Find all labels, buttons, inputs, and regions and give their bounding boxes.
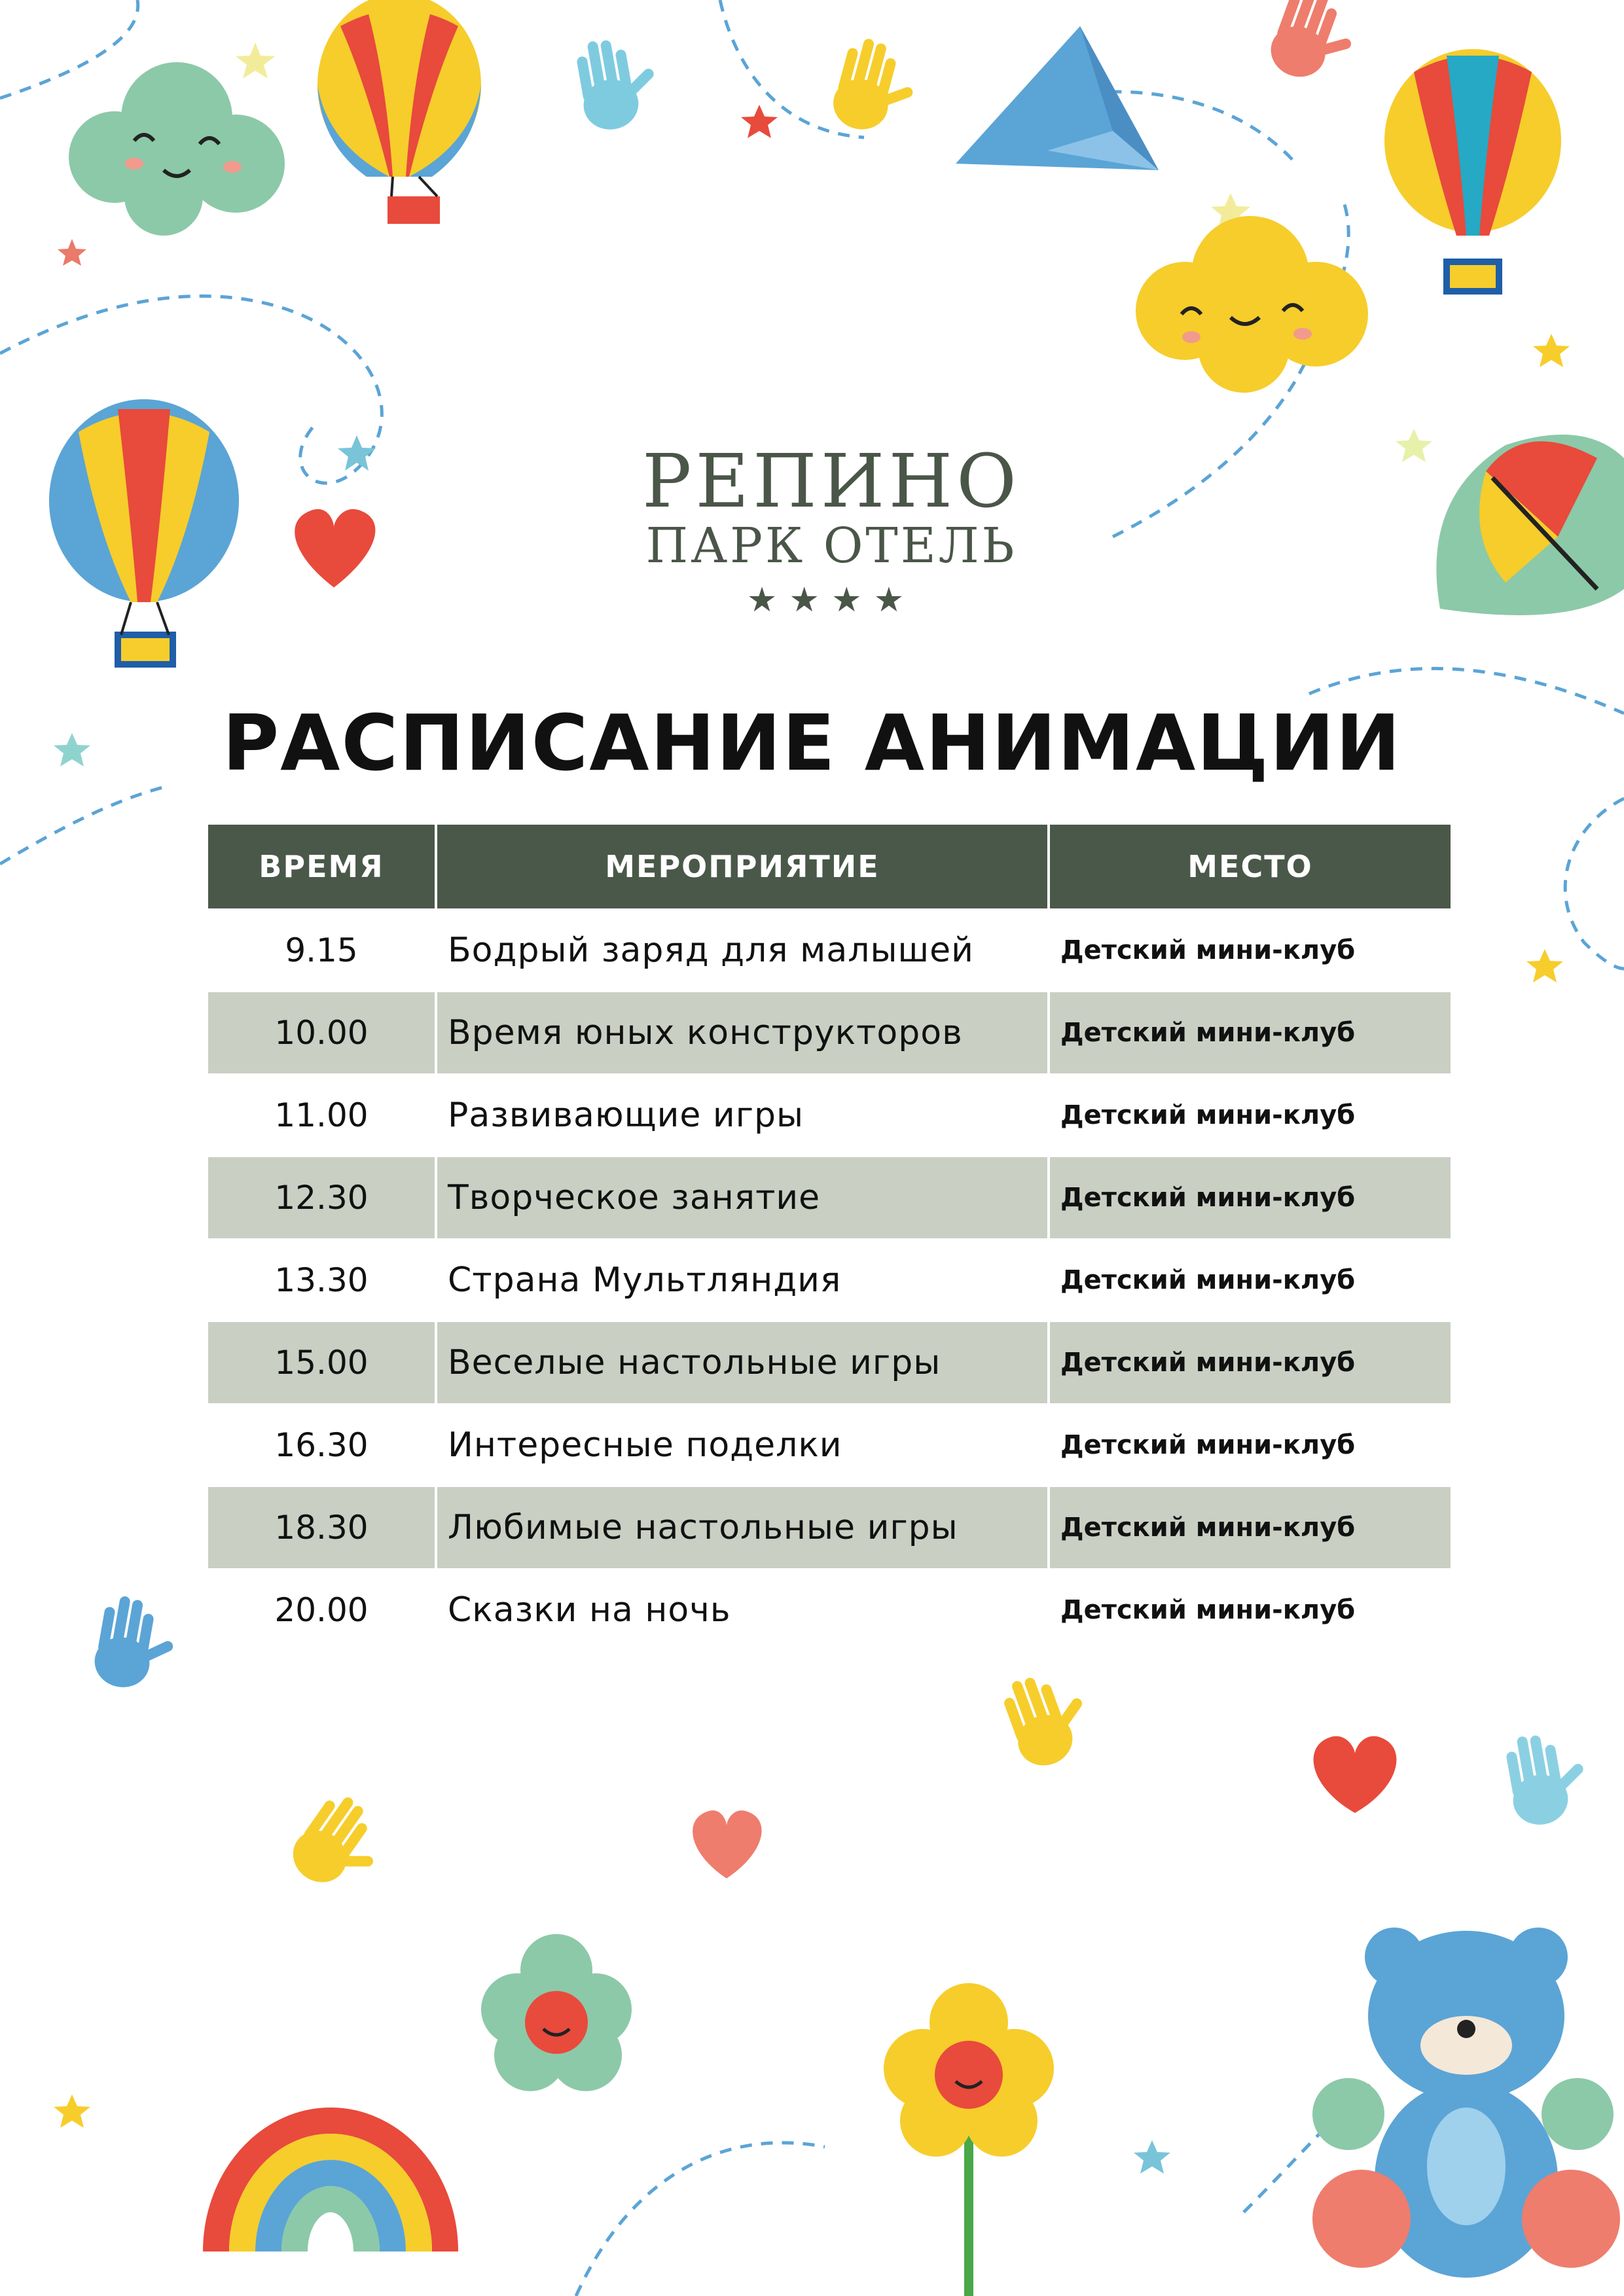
table-row bbox=[208, 910, 1451, 991]
row-place: Детский мини-клуб bbox=[1060, 1265, 1356, 1295]
page-title: РАСПИСАНИЕ АНИМАЦИИ bbox=[222, 698, 1402, 788]
table-row bbox=[208, 1487, 1451, 1568]
row-event: Страна Мультляндия bbox=[448, 1261, 842, 1300]
row-time: 9.15 bbox=[285, 931, 358, 969]
logo-stars: ★★★★ bbox=[746, 581, 916, 620]
table-row bbox=[208, 1075, 1451, 1156]
row-event: Творческое занятие bbox=[437, 1157, 1047, 1238]
row-time: 10.00 bbox=[208, 992, 435, 1073]
row-place: Детский мини-клуб bbox=[1050, 1157, 1451, 1238]
row-place: Детский мини-клуб bbox=[1060, 935, 1356, 965]
row-time: 13.30 bbox=[274, 1261, 369, 1299]
schedule-table bbox=[208, 825, 1451, 1651]
header-event: МЕРОПРИЯТИЕ bbox=[437, 825, 1047, 908]
row-event: Бодрый заряд для малышей bbox=[448, 931, 974, 970]
table-row bbox=[208, 992, 1451, 1073]
row-event: Сказки на ночь bbox=[448, 1590, 731, 1630]
row-place: Детский мини-клуб bbox=[1050, 1487, 1451, 1568]
row-event: Развивающие игры bbox=[448, 1096, 804, 1135]
row-time: 12.30 bbox=[208, 1157, 435, 1238]
row-event: Веселые настольные игры bbox=[437, 1322, 1047, 1403]
row-place: Детский мини-клуб bbox=[1060, 1430, 1356, 1460]
row-event: Интересные поделки bbox=[448, 1426, 842, 1465]
table-header bbox=[208, 825, 1451, 908]
row-place: Детский мини-клуб bbox=[1050, 1322, 1451, 1403]
hotel-logo bbox=[563, 439, 1100, 623]
table-row bbox=[208, 1570, 1451, 1651]
header-place: МЕСТО bbox=[1050, 825, 1451, 908]
row-event: Время юных конструкторов bbox=[437, 992, 1047, 1073]
table-row bbox=[208, 1405, 1451, 1486]
row-time: 15.00 bbox=[208, 1322, 435, 1403]
logo-line-1: РЕПИНО bbox=[642, 439, 1020, 524]
table-row bbox=[208, 1157, 1451, 1238]
row-place: Детский мини-клуб bbox=[1050, 992, 1451, 1073]
header-time: ВРЕМЯ bbox=[208, 825, 435, 908]
table-row bbox=[208, 1240, 1451, 1321]
table-row bbox=[208, 1322, 1451, 1403]
logo-line-2: ПАРК ОТЕЛЬ bbox=[645, 518, 1017, 574]
row-time: 20.00 bbox=[274, 1591, 369, 1629]
row-place: Детский мини-клуб bbox=[1060, 1595, 1356, 1625]
row-time: 11.00 bbox=[274, 1096, 369, 1134]
row-place: Детский мини-клуб bbox=[1060, 1100, 1356, 1130]
row-time: 16.30 bbox=[274, 1426, 369, 1464]
row-event: Любимые настольные игры bbox=[437, 1487, 1047, 1568]
row-time: 18.30 bbox=[208, 1487, 435, 1568]
